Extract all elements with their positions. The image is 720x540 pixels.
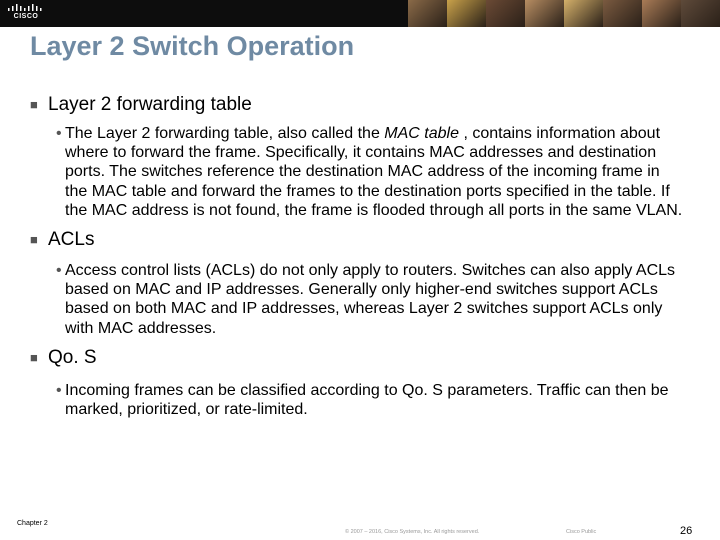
body-text: Access control lists (ACLs) do not only apply to routers. Switches can also apply ACLs based on MAC and IP addresses. Generally only higher-end switches support ACLs based on both MAC and IP addresses, whereas Layer 2 switches support ACLs only with MAC addresses. xyxy=(65,262,676,337)
banner-photo xyxy=(408,0,447,27)
footer-classification: Cisco Public xyxy=(566,529,597,535)
section-body-qos xyxy=(56,381,685,419)
banner-photo xyxy=(447,0,486,27)
banner-photo xyxy=(642,0,681,27)
cisco-bridge-icon xyxy=(6,3,46,13)
section-heading-forwarding-table xyxy=(30,93,690,116)
dot-bullet-icon: • xyxy=(56,125,62,142)
square-bullet-icon: ■ xyxy=(30,349,38,365)
section-heading-acls xyxy=(30,228,690,251)
body-text-continued: , contains information about where to forward the frame. Specifically, it contains MAC addresses and destination ports. The switches reference the destination MAC address of the incoming frame in the MAC table and forward the frames to the destination ports specified in the table. If the MAC address is not found, the frame is flooded through all ports in the same VLAN. xyxy=(65,125,683,219)
heading-text: Layer 2 forwarding table xyxy=(48,94,252,115)
dot-bullet-icon: • xyxy=(56,381,62,399)
body-text: The Layer 2 forwarding table, also called the xyxy=(65,125,385,142)
heading-text: ACLs xyxy=(48,229,95,251)
banner-photos xyxy=(408,0,720,27)
footer-page-number: 26 xyxy=(680,525,693,537)
square-bullet-icon: ■ xyxy=(30,97,38,112)
banner-photo xyxy=(525,0,564,27)
banner-photo xyxy=(681,0,720,27)
heading-text: Qo. S xyxy=(48,346,97,368)
square-bullet-icon: ■ xyxy=(30,232,38,248)
banner-photo xyxy=(603,0,642,27)
cisco-logo xyxy=(6,3,46,24)
body-text: Incoming frames can be classified according to Qo. S parameters. Traffic can then be marked, prioritized, or rate-limited. xyxy=(65,381,669,419)
dot-bullet-icon: • xyxy=(56,262,62,280)
banner-photo xyxy=(564,0,603,27)
section-body-forwarding-table xyxy=(56,124,685,220)
footer-copyright: © 2007 – 2016, Cisco Systems, Inc. All rights reserved. xyxy=(345,529,480,535)
cisco-logo-text: CISCO xyxy=(13,13,39,20)
section-heading-qos xyxy=(30,346,690,369)
slide-content xyxy=(30,93,690,419)
section-body-acls xyxy=(56,261,685,338)
footer-chapter: Chapter 2 xyxy=(17,520,48,527)
banner-photo xyxy=(486,0,525,27)
body-italic-text: MAC table xyxy=(384,125,459,142)
top-banner xyxy=(0,0,720,27)
slide-title: Layer 2 Switch Operation xyxy=(30,31,355,61)
